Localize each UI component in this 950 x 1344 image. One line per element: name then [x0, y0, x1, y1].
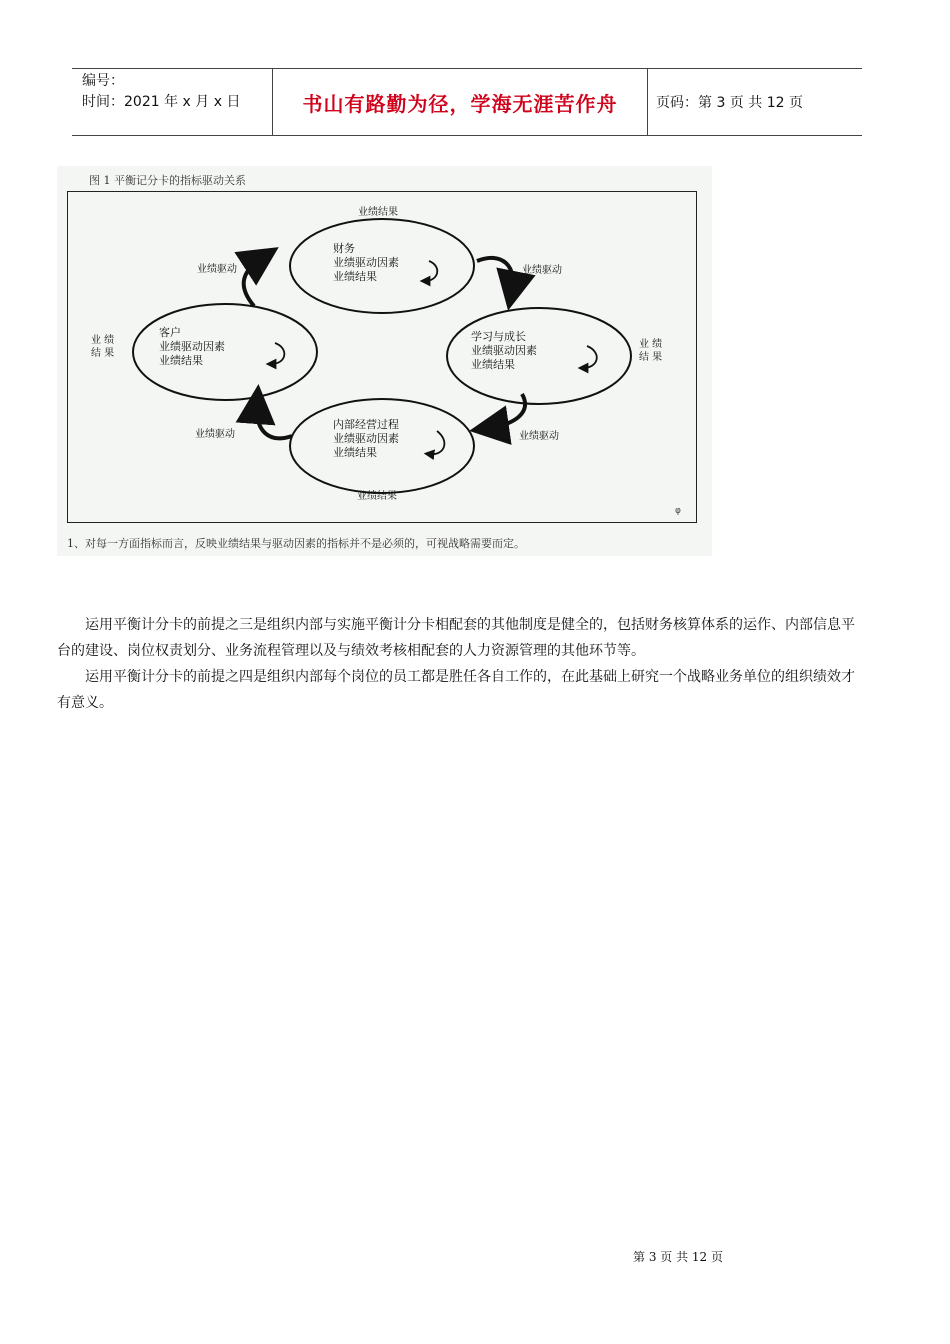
upper-left-driver-label: 业绩驱动 [197, 264, 237, 275]
learning-node [471, 330, 537, 372]
finance-result: 业绩结果 [333, 270, 377, 283]
arrow-finance-to-learning [477, 258, 513, 291]
left-result-label: 业 绩 结 果 [91, 335, 115, 359]
right-result-label: 业 绩 结 果 [639, 339, 663, 363]
header-meta [72, 69, 273, 135]
header-page-info-cell [648, 69, 862, 135]
customer-loop-icon [271, 343, 284, 364]
page-header [72, 68, 862, 136]
internal-title: 内部经营过程 [333, 418, 399, 431]
finance-driver: 业绩驱动因素 [333, 256, 399, 269]
figure-caption: 图 1 平衡记分卡的指标驱动关系 [89, 174, 246, 187]
top-result-label: 业绩结果 [358, 207, 398, 218]
internal-node [333, 418, 399, 460]
lower-left-driver-label: 业绩驱动 [195, 429, 235, 440]
bottom-result-label: 业绩结果 [357, 491, 397, 502]
learning-result: 业绩结果 [471, 358, 515, 371]
balanced-scorecard-figure [57, 166, 712, 556]
customer-title: 客户 [159, 326, 181, 339]
header-page-info: 页码：第 3 页 共 12 页 [656, 95, 803, 111]
header-motto-cell [273, 69, 648, 135]
paragraph-2: 运用平衡计分卡的前提之四是组织内部每个岗位的员工都是胜任各自工作的，在此基础上研究一个战略业务单位的组织绩效才有意义。 [57, 669, 855, 711]
internal-result: 业绩结果 [333, 446, 377, 459]
learning-loop-icon [583, 346, 597, 368]
figure-corner-mark: φ [675, 506, 681, 516]
internal-loop-icon [429, 431, 444, 454]
finance-title: 财务 [333, 242, 355, 255]
arrow-internal-to-customer [257, 404, 292, 438]
finance-loop-icon [425, 261, 437, 281]
paragraph-1: 运用平衡计分卡的前提之三是组织内部与实施平衡计分卡相配套的其他制度是健全的，包括财务核算体系的运作、内部信息平台的建设、岗位权责划分、业务流程管理以及与绩效考核相配套的人力资源管理的其他环节等。 [57, 617, 855, 659]
learning-driver: 业绩驱动因素 [471, 344, 537, 357]
internal-driver: 业绩驱动因素 [333, 432, 399, 445]
page-footer: 第 3 页 共 12 页 [633, 1250, 723, 1264]
figure-note: 1、对每一方面指标而言，反映业绩结果与驱动因素的指标并不是必须的，可视战略需要而定。 [67, 537, 525, 550]
arrow-customer-to-finance [244, 258, 262, 306]
document-number-label: 编号： [82, 73, 124, 89]
customer-node [159, 326, 225, 368]
body-text [57, 612, 867, 716]
document-time-label: 时间：2021 年 x 月 x 日 [82, 94, 241, 110]
customer-result: 业绩结果 [159, 354, 203, 367]
finance-node [333, 242, 399, 284]
customer-driver: 业绩驱动因素 [159, 340, 225, 353]
lower-right-driver-label: 业绩驱动 [519, 431, 559, 442]
learning-title: 学习与成长 [471, 330, 526, 343]
upper-right-driver-label: 业绩驱动 [522, 265, 562, 276]
header-motto: 书山有路勤为径，学海无涯苦作舟 [302, 91, 618, 116]
